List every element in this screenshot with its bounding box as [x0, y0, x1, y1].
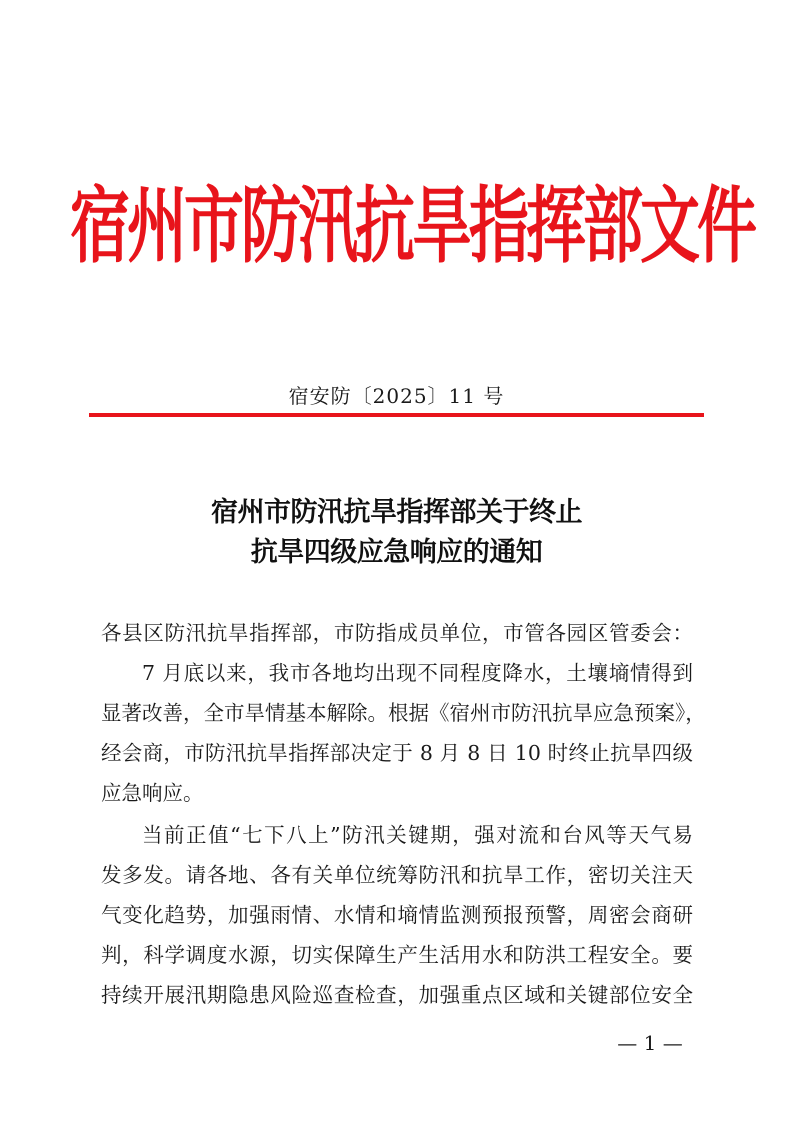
- paragraph-2-line-5: 持续开展汛期隐患风险巡查检查，加强重点区域和关键部位安全: [101, 983, 693, 1007]
- paragraph-2-line-3: 气变化趋势，加强雨情、水情和墒情监测预报预警，周密会商研: [101, 903, 693, 927]
- paragraph-1-line-3: 经会商，市防汛抗旱指挥部决定于 8 月 8 日 10 时终止抗旱四级: [101, 741, 693, 765]
- paragraph-1-line-4: 应急响应。: [101, 781, 204, 805]
- paragraph-1-line-2: 显著改善，全市旱情基本解除。根据《宿州市防汛抗旱应急预案》，: [101, 701, 706, 725]
- notice-title-line-1: 宿州市防汛抗旱指挥部关于终止: [211, 497, 582, 528]
- paragraph-2-line-4: 判，科学调度水源，切实保障生产生活用水和防洪工程安全。要: [101, 943, 693, 967]
- salutation: 各县区防汛抗旱指挥部，市防指成员单位，市管各园区管委会：: [101, 621, 693, 645]
- red-separator-line: [89, 413, 704, 417]
- page-number: — 1 —: [617, 1031, 683, 1055]
- notice-title-line-2: 抗旱四级应急响应的通知: [250, 537, 543, 568]
- paragraph-2-line-1: 当前正值“七下八上”防汛关键期，强对流和台风等天气易: [142, 823, 693, 847]
- paragraph-1-line-1: 7 月底以来，我市各地均出现不同程度降水，土壤墒情得到: [142, 661, 693, 685]
- document-number: 宿安防〔2025〕11 号: [288, 384, 505, 408]
- issuing-authority-header: 宿州市防汛抗旱指挥部文件: [70, 178, 754, 276]
- paragraph-2-line-2: 发多发。请各地、各有关单位统筹防汛和抗旱工作，密切关注天: [101, 863, 693, 887]
